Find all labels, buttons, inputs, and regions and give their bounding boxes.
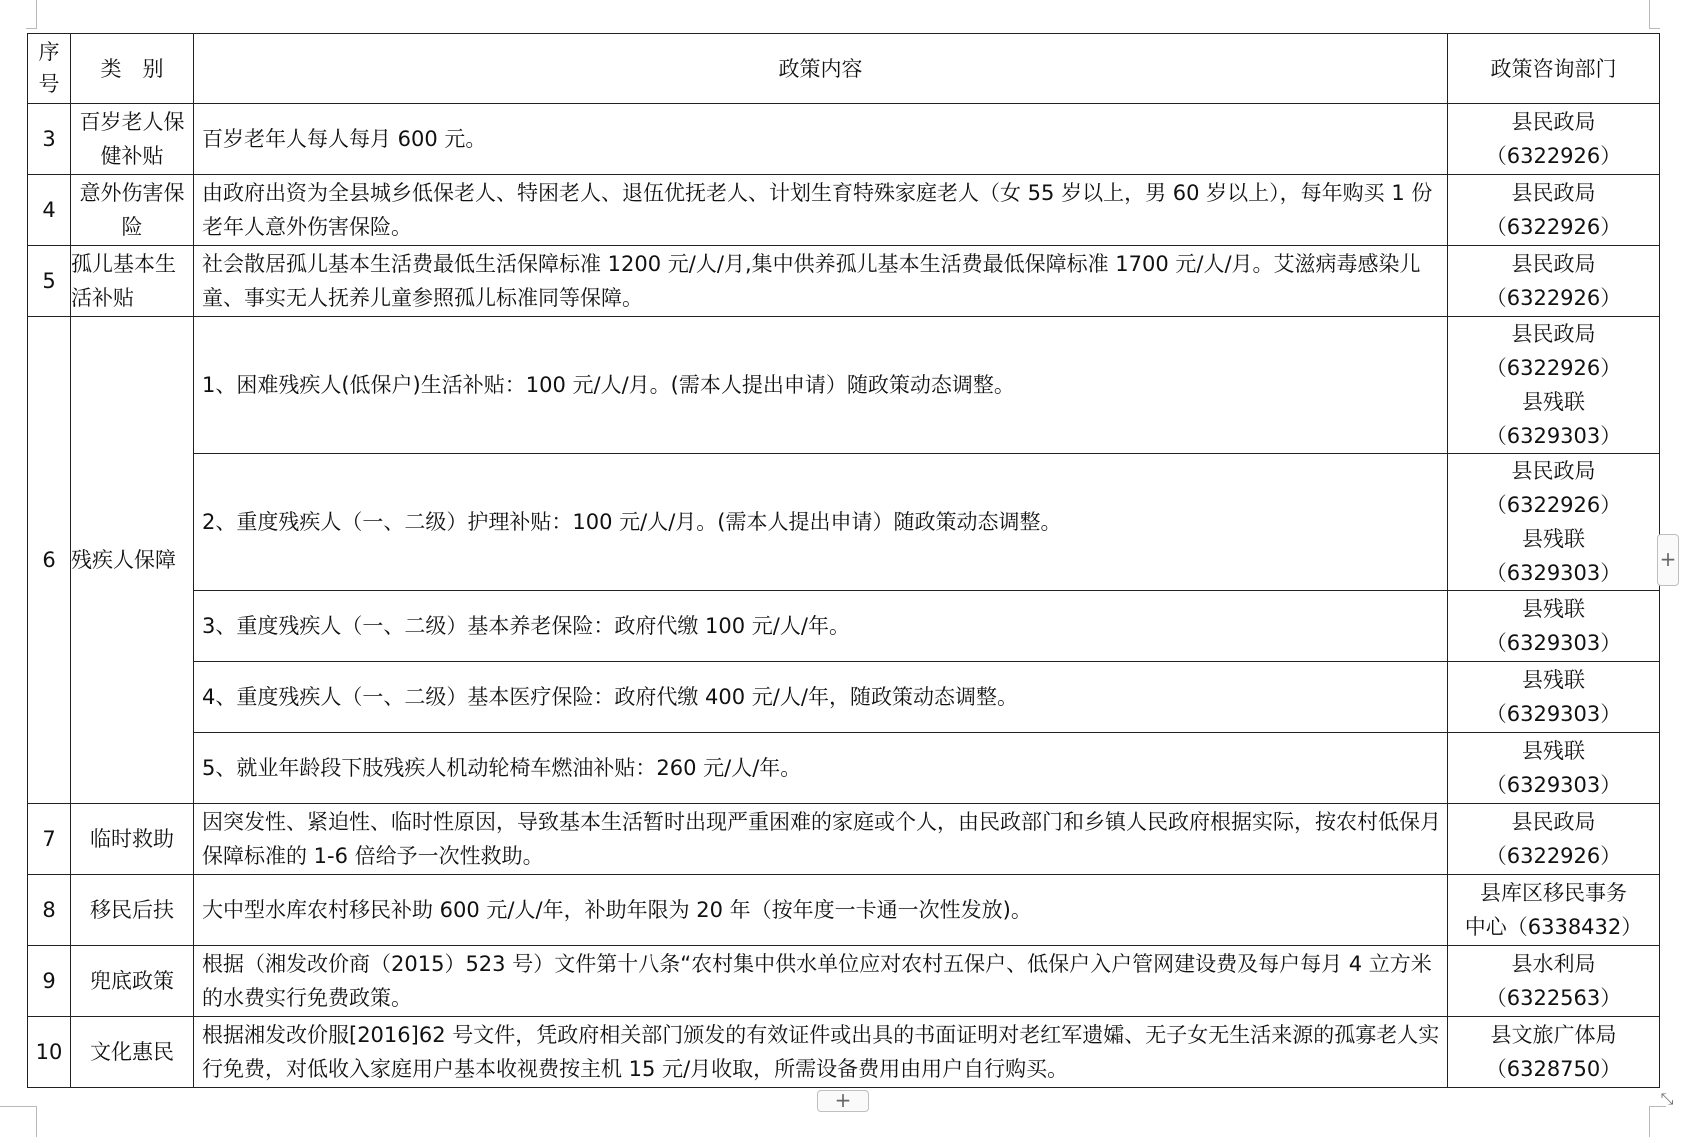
table-row [28, 1017, 1660, 1088]
row-no[interactable]: 4 [28, 175, 71, 246]
row-content[interactable]: 3、重度残疾人（一、二级）基本养老保险：政府代缴 100 元/人/年。 [194, 591, 1448, 662]
table-row [28, 733, 1660, 804]
row-dept[interactable]: 县库区移民事务 中心（6338432） [1448, 875, 1660, 946]
table-row [28, 104, 1660, 175]
table-row [28, 175, 1660, 246]
page-corner-mark-bottom-left [0, 1106, 37, 1137]
add-column-button[interactable]: + [1657, 534, 1679, 586]
row-content[interactable]: 由政府出资为全县城乡低保老人、特困老人、退伍优抚老人、计划生育特殊家庭老人（女 55 岁以上，男 60 岁以上），每年购买 1 份老年人意外伤害保险。 [194, 175, 1448, 246]
table-row [28, 804, 1660, 875]
row-content[interactable]: 大中型水库农村移民补助 600 元/人/年，补助年限为 20 年（按年度一卡通一次性发放)。 [194, 875, 1448, 946]
row-dept[interactable]: 县水利局 （6322563） [1448, 946, 1660, 1017]
row-no[interactable]: 7 [28, 804, 71, 875]
table-row [28, 591, 1660, 662]
header-category[interactable]: 类 别 [71, 34, 194, 104]
table-row [28, 454, 1660, 591]
row-dept[interactable]: 县民政局 （6322926） 县残联 （6329303） [1448, 317, 1660, 454]
header-no[interactable]: 序号 [28, 34, 71, 104]
row-dept[interactable]: 县残联 （6329303） [1448, 662, 1660, 733]
table-header-row [28, 34, 1660, 104]
row-category[interactable]: 意外伤害保险 [71, 175, 194, 246]
row-category[interactable]: 百岁老人保健补贴 [71, 104, 194, 175]
row-category[interactable]: 孤儿基本生活补贴 [71, 246, 194, 317]
row-dept[interactable]: 县残联 （6329303） [1448, 591, 1660, 662]
row-content[interactable]: 1、困难残疾人(低保户)生活补贴：100 元/人/月。(需本人提出申请）随政策动态调整。 [194, 317, 1448, 454]
row-content[interactable]: 社会散居孤儿基本生活费最低生活保障标准 1200 元/人/月,集中供养孤儿基本生活费最低保障标准 1700 元/人/月。艾滋病毒感染儿童、事实无人抚养儿童参照孤儿标准同等保障。 [194, 246, 1448, 317]
header-content[interactable]: 政策内容 [194, 34, 1448, 104]
page-corner-mark-top-left [26, 0, 37, 29]
table-row [28, 662, 1660, 733]
row-content[interactable]: 4、重度残疾人（一、二级）基本医疗保险：政府代缴 400 元/人/年，随政策动态调整。 [194, 662, 1448, 733]
row-dept[interactable]: 县残联 （6329303） [1448, 733, 1660, 804]
row-content[interactable]: 5、就业年龄段下肢残疾人机动轮椅车燃油补贴：260 元/人/年。 [194, 733, 1448, 804]
row-dept[interactable]: 县民政局 （6322926） 县残联 （6329303） [1448, 454, 1660, 591]
header-dept[interactable]: 政策咨询部门 [1448, 34, 1660, 104]
row-no[interactable]: 8 [28, 875, 71, 946]
row-category[interactable]: 残疾人保障 [71, 317, 194, 804]
row-no[interactable]: 6 [28, 317, 71, 804]
row-no[interactable]: 5 [28, 246, 71, 317]
row-dept[interactable]: 县民政局 （6322926） [1448, 804, 1660, 875]
row-content[interactable]: 根据湘发改价服[2016]62 号文件，凭政府相关部门颁发的有效证件或出具的书面证明对老红军遗孀、无子女无生活来源的孤寡老人实行免费，对低收入家庭用户基本收视费按主机 15 元/月收取，所需设备费用由用户自行购买。 [194, 1017, 1448, 1088]
table-row [28, 946, 1660, 1017]
row-no[interactable]: 10 [28, 1017, 71, 1088]
table-row [28, 317, 1660, 454]
table-row [28, 246, 1660, 317]
row-category[interactable]: 临时救助 [71, 804, 194, 875]
row-category[interactable]: 兜底政策 [71, 946, 194, 1017]
row-content[interactable]: 因突发性、紧迫性、临时性原因，导致基本生活暂时出现严重困难的家庭或个人，由民政部门和乡镇人民政府根据实际，按农村低保月保障标准的 1-6 倍给予一次性救助。 [194, 804, 1448, 875]
row-dept[interactable]: 县民政局 （6322926） [1448, 175, 1660, 246]
table-row [28, 875, 1660, 946]
row-dept[interactable]: 县民政局 （6322926） [1448, 246, 1660, 317]
table-resize-icon[interactable]: ⤡ [1660, 1089, 1674, 1108]
row-no[interactable]: 9 [28, 946, 71, 1017]
row-category[interactable]: 移民后扶 [71, 875, 194, 946]
row-category[interactable]: 文化惠民 [71, 1017, 194, 1088]
row-content[interactable]: 百岁老年人每人每月 600 元。 [194, 104, 1448, 175]
page-corner-mark-top-right [1649, 0, 1660, 29]
add-row-button[interactable]: + [817, 1090, 869, 1112]
row-content[interactable]: 根据（湘发改价商（2015）523 号）文件第十八条“农村集中供水单位应对农村五保户、低保户入户管网建设费及每户每月 4 立方米的水费实行免费政策。 [194, 946, 1448, 1017]
row-dept[interactable]: 县民政局 （6322926） [1448, 104, 1660, 175]
policy-table [27, 33, 1660, 1088]
row-no[interactable]: 3 [28, 104, 71, 175]
row-content[interactable]: 2、重度残疾人（一、二级）护理补贴：100 元/人/月。(需本人提出申请）随政策动态调整。 [194, 454, 1448, 591]
row-dept[interactable]: 县文旅广体局 （6328750） [1448, 1017, 1660, 1088]
page-corner-mark-bottom-right [1649, 1106, 1666, 1137]
